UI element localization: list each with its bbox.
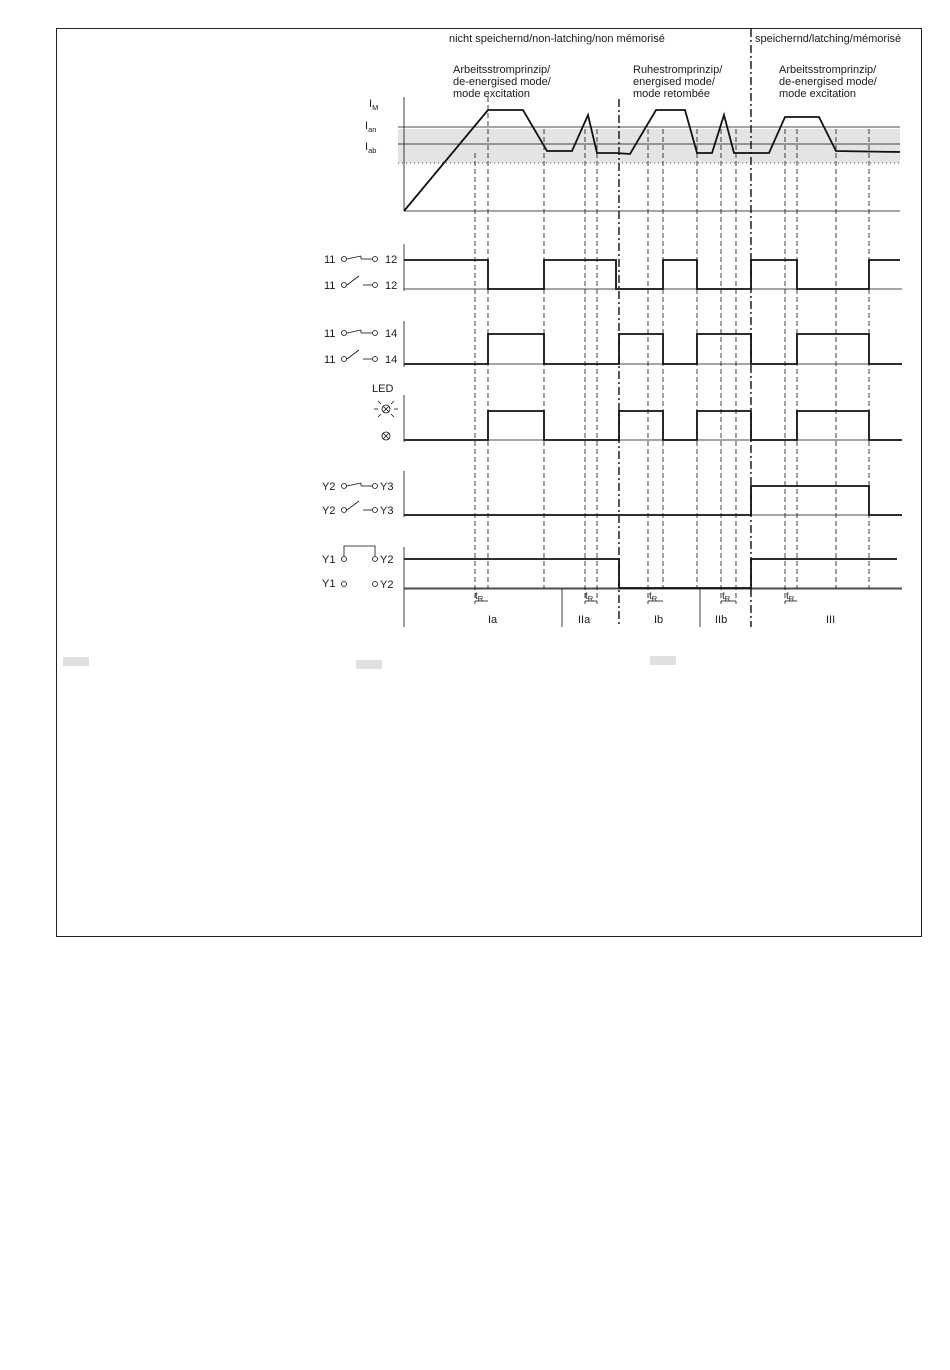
- placeholder-mark-2: [356, 660, 382, 669]
- section-label-iii: III: [826, 614, 836, 626]
- svg-text:11: 11: [324, 280, 336, 292]
- contact-symbol-1112-no: [324, 276, 397, 292]
- timing-diagram: [57, 29, 923, 938]
- led-label: LED: [372, 383, 394, 395]
- svg-text:12: 12: [385, 280, 398, 292]
- diagram-frame: [56, 28, 922, 937]
- latching-title: speichernd/latching/mémorisé: [755, 33, 902, 45]
- led-on-icon: [374, 401, 398, 417]
- svg-text:Y3: Y3: [380, 505, 394, 517]
- svg-text:Y2: Y2: [322, 505, 336, 517]
- svg-text:energised mode/: energised mode/: [633, 76, 715, 88]
- mode-label-b: [633, 64, 723, 100]
- contact-symbol-y1y2-bridge: [322, 546, 393, 566]
- im-label: $I_M$: [369, 98, 379, 112]
- non-latching-title: nicht speichernd/non-latching/non mémorisé: [449, 33, 665, 45]
- ian-label: $I_{an}$: [365, 120, 377, 134]
- contact-symbol-1114-no: [324, 350, 397, 366]
- led-signal: [404, 411, 902, 440]
- svg-text:mode retombée: mode retombée: [633, 88, 711, 100]
- section-label-iib: IIb: [715, 614, 728, 626]
- svg-text:Arbeitsstromprinzip/: Arbeitsstromprinzip/: [453, 64, 551, 76]
- svg-text:tR: $t_R$: [722, 591, 731, 603]
- svg-text:Ruhestromprinzip/: Ruhestromprinzip/: [633, 64, 723, 76]
- y2y3-signal: [404, 486, 902, 515]
- contact-symbol-1114-nc: [324, 328, 397, 340]
- svg-text:Y1: Y1: [322, 578, 336, 590]
- placeholder-mark-3: [650, 656, 676, 665]
- contact-symbol-y1y2-open: [322, 578, 393, 591]
- contact-symbol-1112-nc: [324, 254, 397, 266]
- section-label-ib: Ib: [654, 614, 664, 626]
- svg-text:tR: $t_R$: [475, 591, 484, 603]
- contact-symbol-y2y3-no: [322, 501, 393, 517]
- svg-text:de-energised mode/: de-energised mode/: [453, 76, 551, 88]
- led-off-icon: [382, 432, 390, 440]
- contact-1114-signal: [404, 334, 902, 364]
- event-lines: [475, 97, 869, 604]
- svg-text:14: 14: [385, 354, 398, 366]
- svg-text:12: 12: [385, 254, 398, 266]
- tr-marker-2: [585, 591, 597, 603]
- svg-text:11: 11: [324, 354, 336, 366]
- svg-text:tR: $t_R$: [649, 591, 658, 603]
- svg-text:Arbeitsstromprinzip/: Arbeitsstromprinzip/: [779, 64, 877, 76]
- tr-marker-1: [475, 591, 488, 603]
- svg-text:Y2: Y2: [380, 554, 394, 566]
- mode-label-c: [779, 64, 878, 100]
- svg-text:mode excitation: mode excitation: [453, 88, 531, 100]
- y1y2-signal: [404, 559, 897, 588]
- iab-label: $I_{ab}$: [365, 141, 377, 155]
- tr-marker-4: [721, 591, 736, 603]
- section-label-iia: IIa: [578, 614, 591, 626]
- tr-marker-5: [785, 591, 797, 603]
- svg-text:14: 14: [385, 328, 398, 340]
- svg-text:11: 11: [324, 328, 336, 340]
- svg-text:tR: $t_R$: [585, 591, 594, 603]
- svg-text:Y2: Y2: [322, 481, 336, 493]
- svg-text:Y1: Y1: [322, 554, 336, 566]
- svg-text:mode excitation: mode excitation: [779, 88, 857, 100]
- svg-text:11: 11: [324, 254, 336, 266]
- svg-text:de-energised mode/: de-energised mode/: [779, 76, 877, 88]
- mode-label-a: [453, 64, 552, 100]
- svg-text:Y3: Y3: [380, 481, 394, 493]
- svg-text:tR: $t_R$: [786, 591, 795, 603]
- section-label-ia: Ia: [488, 614, 498, 626]
- contact-1112-signal: [404, 260, 900, 289]
- tr-marker-3: [648, 591, 663, 603]
- hysteresis-band: [398, 129, 900, 163]
- svg-text:Y2: Y2: [380, 579, 394, 591]
- contact-symbol-y2y3-nc: [322, 481, 393, 493]
- placeholder-mark-1: [63, 657, 89, 666]
